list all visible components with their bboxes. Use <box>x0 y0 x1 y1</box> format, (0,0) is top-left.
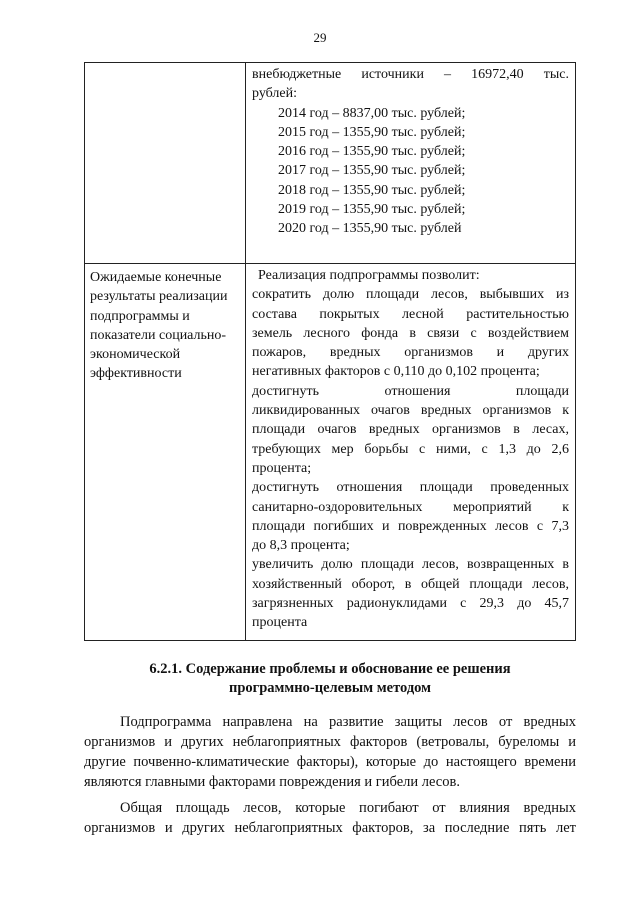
funding-value-cell <box>246 63 576 264</box>
results-line: площади погибших и поврежденных лесов с 7,3 <box>252 518 569 534</box>
results-value-cell <box>246 264 576 641</box>
subprogram-passport-table <box>84 62 576 641</box>
results-label-line: результаты реализации <box>90 289 228 305</box>
results-line: до 8,3 процента; <box>252 538 350 554</box>
funding-year-line: 2020 год – 1355,90 тыс. рублей <box>278 221 462 237</box>
funding-year-line: 2018 год – 1355,90 тыс. рублей; <box>278 182 466 198</box>
paragraph-line: организмов и других неблагоприятных факторов (ветровалы, буреломы и <box>84 734 576 750</box>
results-line: требующих мер борьбы с ними, с 1,3 до 2,6 <box>252 441 569 457</box>
paragraph-line: другие почвенно-климатические факторы), которые до настоящего времени <box>84 754 576 770</box>
paragraph-1 <box>84 712 576 792</box>
page-number: 29 <box>313 30 327 45</box>
results-line: состава покрытых лесной растительностью <box>252 306 569 322</box>
funding-year-line: 2016 год – 1355,90 тыс. рублей; <box>278 144 466 160</box>
funding-year-line: 2014 год – 8837,00 тыс. рублей; <box>278 105 466 121</box>
funding-line: рублей: <box>252 86 297 102</box>
results-line: загрязненных радионуклидами с 29,3 до 45,7 <box>252 596 569 612</box>
funding-label-cell <box>85 63 246 264</box>
results-line: процента; <box>252 460 312 476</box>
results-line: достигнуть отношения площади проведенных <box>252 480 569 496</box>
results-label-line: показатели социально- <box>90 327 227 343</box>
results-line: площади очагов вредных организмов в лесах, <box>252 422 569 438</box>
results-line: земель лесного фонда в связи с воздействием <box>252 325 569 341</box>
results-line: Реализация подпрограммы позволит: <box>258 268 480 283</box>
paragraph-2 <box>84 798 576 838</box>
paragraph-line: Подпрограмма направлена на развитие защиты лесов от вредных <box>120 714 576 730</box>
results-label-line: экономической <box>90 347 181 363</box>
results-label-line: подпрограммы и <box>90 308 190 324</box>
results-line: хозяйственный оборот, в общей площади лесов, <box>252 576 569 592</box>
paragraph-line: Общая площадь лесов, которые погибают от влияния вредных <box>120 800 576 816</box>
table-row-results <box>85 264 576 641</box>
results-label-cell <box>85 264 246 641</box>
results-line: санитарно-оздоровительных мероприятий к <box>252 499 569 515</box>
results-label-line: эффективности <box>90 366 182 382</box>
paragraph-line: являются главными факторами повреждения и гибели лесов. <box>84 774 460 790</box>
paragraph-line: организмов и других неблагоприятных факторов, за последние пять лет <box>84 820 576 836</box>
results-line: ликвидированных очагов вредных организмов к <box>252 403 569 419</box>
results-line: процента <box>252 615 308 631</box>
results-line: достигнуть отношения площади <box>252 383 569 399</box>
section-heading <box>84 660 576 698</box>
results-line: увеличить долю площади лесов, возвращенных в <box>252 557 569 573</box>
results-label-line: Ожидаемые конечные <box>90 270 222 285</box>
table-row-funding <box>85 63 576 264</box>
results-line: пожаров, вредных организмов и других <box>252 345 569 361</box>
results-line: сократить долю площади лесов, выбывших из <box>252 287 569 303</box>
funding-year-line: 2015 год – 1355,90 тыс. рублей; <box>278 124 466 140</box>
section-heading-line: 6.2.1. Содержание проблемы и обоснование ее решения <box>149 661 511 677</box>
section-heading-line: программно-целевым методом <box>228 680 432 696</box>
funding-line: внебюджетные источники – 16972,40 тыс. <box>252 67 569 82</box>
results-line: негативных факторов с 0,110 до 0,102 процента; <box>252 364 540 380</box>
funding-year-line: 2019 год – 1355,90 тыс. рублей; <box>278 202 466 218</box>
funding-year-line: 2017 год – 1355,90 тыс. рублей; <box>278 163 466 179</box>
